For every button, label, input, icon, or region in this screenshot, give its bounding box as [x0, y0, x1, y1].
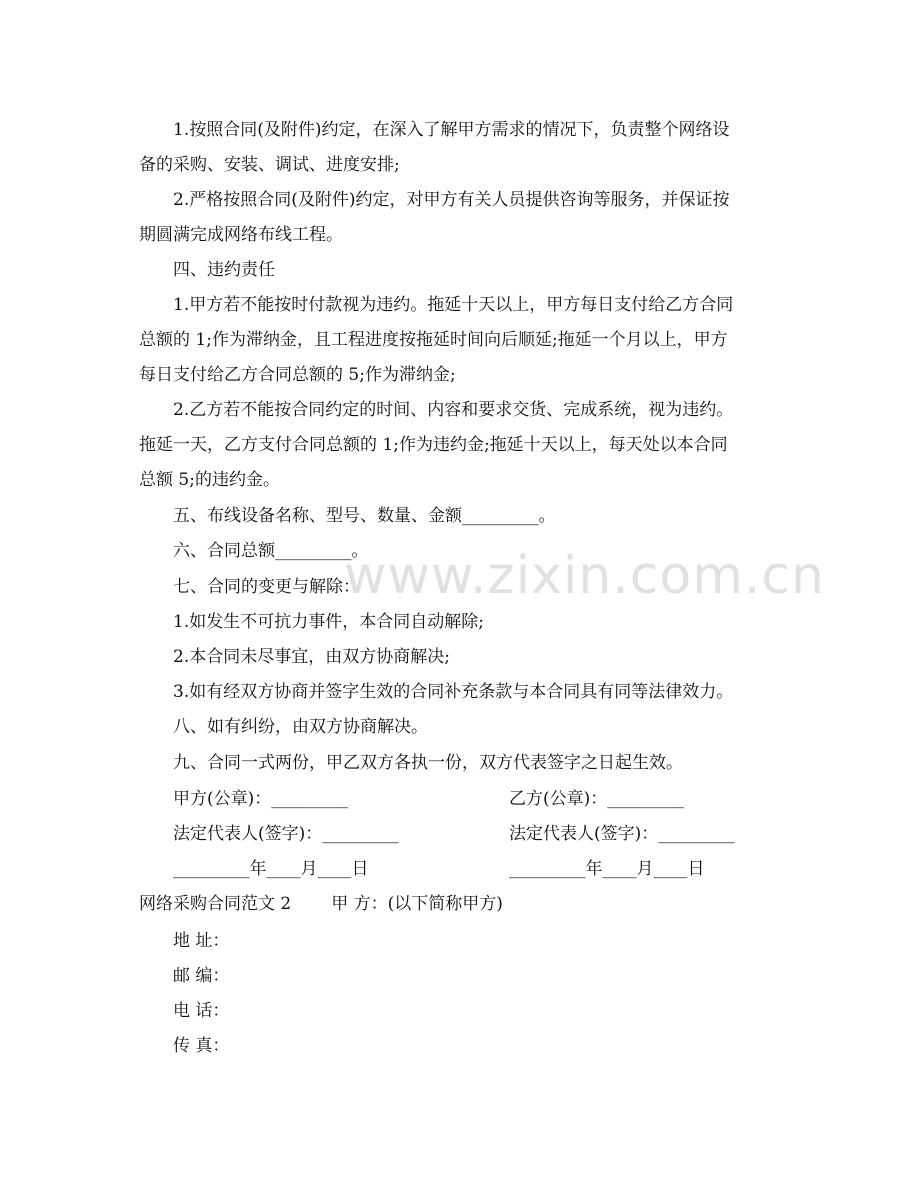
paragraph-line: 2.乙方若不能按合同约定的时间、内容和要求交货、完成系统，视为违约。 — [173, 400, 734, 420]
paragraph-line: 2.本合同未尽事宜，由双方协商解决; — [173, 647, 450, 667]
address-field: 地 址： — [173, 931, 230, 951]
second-contract-title: 网络采购合同范文 2 — [139, 894, 292, 914]
phone-field: 电 话： — [173, 1001, 230, 1021]
paragraph-line: 3.如有经双方协商并签字生效的合同补充条款与本合同具有同等法律效力。 — [173, 682, 734, 702]
paragraph-line: 1.甲方若不能按时付款视为违约。拖延十天以上，甲方每日支付给乙方合同 — [173, 295, 734, 315]
section-heading: 五、布线设备名称、型号、数量、金额_________。 — [173, 506, 556, 526]
section-heading: 四、违约责任 — [173, 260, 275, 280]
postcode-field: 邮 编： — [173, 966, 230, 986]
party-b-representative: 法定代表人(签字)：_________ — [509, 824, 735, 844]
paragraph-line: 1.如发生不可抗力事件，本合同自动解除; — [173, 612, 484, 632]
paragraph-line: 备的采购、安装、调试、进度安排; — [139, 155, 400, 175]
second-contract-heading — [139, 894, 779, 914]
section-heading: 七、合同的变更与解除： — [173, 577, 360, 597]
party-a-representative: 法定代表人(签字)：_________ — [173, 824, 399, 844]
paragraph-line: 1.按照合同(及附件)约定，在深入了解甲方需求的情况下，负责整个网络设 — [173, 120, 730, 140]
fax-field: 传 真： — [173, 1036, 230, 1056]
paragraph-line: 拖延一天，乙方支付合同总额的 1;作为违约金;拖延十天以上，每天处以本合同 — [139, 435, 728, 455]
watermark: www.zixin.com.cn — [344, 546, 825, 606]
paragraph-line: 每日支付给乙方合同总额的 5;作为滞纳金; — [139, 365, 456, 385]
paragraph-line: 总额的 1;作为滞纳金，且工程进度按拖延时间向后顺延;拖延一个月以上，甲方 — [139, 330, 728, 350]
section-heading: 八、如有纠纷，由双方协商解决。 — [173, 717, 428, 737]
paragraph-line: 总额 5;的违约金。 — [139, 470, 280, 490]
party-a-date: _________年____月____日 — [173, 859, 369, 879]
party-b-seal: 乙方(公章)：_________ — [509, 789, 684, 809]
paragraph-line: 期圆满完成网络布线工程。 — [139, 225, 343, 245]
party-a-line: 甲 方：(以下简称甲方) — [331, 894, 503, 914]
party-b-date: _________年____月____日 — [509, 859, 705, 879]
section-heading: 六、合同总额_________。 — [173, 541, 369, 561]
paragraph-line: 2.严格按照合同(及附件)约定，对甲方有关人员提供咨询等服务，并保证按 — [173, 190, 730, 210]
party-a-seal: 甲方(公章)：_________ — [173, 789, 348, 809]
section-heading: 九、合同一式两份，甲乙双方各执一份，双方代表签字之日起生效。 — [173, 753, 683, 773]
